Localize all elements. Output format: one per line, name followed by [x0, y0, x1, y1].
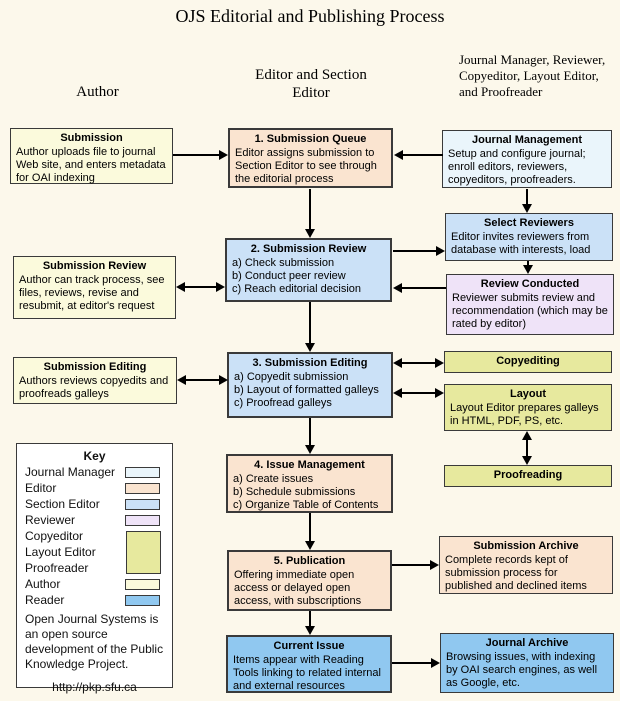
box-body-line: c) Organize Table of Contents: [233, 499, 379, 511]
box-body-line: b) Schedule submissions: [233, 486, 356, 498]
box-body: Author can track process, see files, reviews, revise and resubmit, at editor's request: [19, 274, 165, 312]
legend-swatch-reviewer: [125, 515, 160, 526]
arrowhead-left-icon: [177, 375, 186, 385]
box-submission-review-author: [13, 256, 176, 319]
box-body: Editor assigns submission to Section Editor to see through the editorial process: [235, 147, 377, 185]
box-title: Journal Archive: [485, 637, 569, 649]
box-body: Setup and configure journal; enroll editors, reviewers, copyeditors, proofreaders.: [448, 148, 586, 186]
box-title: 2. Submission Review: [250, 243, 367, 255]
box-title: Submission Archive: [473, 540, 579, 552]
arrow-issue-management-to-publication: [309, 513, 311, 541]
arrow-submission-review-to-select-reviewers: [393, 250, 436, 252]
arrowhead-left-icon: [393, 358, 402, 368]
box-body-line: c) Reach editorial decision: [232, 283, 362, 295]
arrowhead-right-icon: [436, 246, 445, 256]
arrowhead-down-icon: [523, 265, 533, 274]
arrow-submission-to-queue: [173, 154, 220, 156]
arrow-submission-editing-to-issue-management: [309, 418, 311, 445]
box-body-line: a) Create issues: [233, 473, 314, 485]
box-body: Complete records kept of submission process for published and declined items: [445, 554, 587, 592]
legend-label-copyeditor: Copyeditor: [25, 529, 84, 543]
box-title: Select Reviewers: [484, 217, 574, 229]
box-body: Reviewer submits review and recommendation (which may be rated by editor): [452, 292, 608, 330]
box-body: Author uploads file to journal Web site, and enters metadata for OAI indexing: [16, 146, 166, 184]
legend-label-author: Author: [25, 577, 61, 591]
arrow-current-issue-to-journal-archive: [392, 662, 431, 664]
box-select-reviewers: [445, 213, 613, 261]
legend-label-layout-editor: Layout Editor: [25, 545, 96, 559]
legend-swatch-section-editor: [125, 499, 160, 510]
box-title: Layout: [509, 388, 547, 400]
box-body: Browsing issues, with indexing by OAI search engines, as well as Google, etc.: [446, 651, 598, 689]
box-body: Layout Editor prepares galleys in HTML, PDF, PS, etc.: [450, 402, 599, 427]
box-submission-queue: [228, 128, 393, 188]
box-body-line: a) Copyedit submission: [234, 371, 349, 383]
arrowhead-down-icon: [305, 229, 315, 238]
arrowhead-down-icon: [522, 204, 532, 213]
box-title: Submission: [60, 132, 123, 144]
box-title: Journal Management: [471, 134, 583, 146]
arrowhead-right-icon: [216, 282, 225, 292]
arrow-review-conducted-to-submission-review: [402, 287, 446, 289]
box-title: Submission Editing: [43, 361, 147, 373]
box-body-line: c) Proofread galleys: [234, 397, 332, 409]
box-issue-management: [226, 454, 393, 513]
box-title: Submission Review: [42, 260, 147, 272]
box-title: Current Issue: [273, 640, 345, 652]
box-body-line: b) Conduct peer review: [232, 270, 346, 282]
legend-note: Open Journal Systems is an open source development of the Public Knowledge Project.: [25, 612, 164, 671]
legend-label-reader: Reader: [25, 593, 65, 607]
arrow-editing-layout-bidirectional: [402, 392, 435, 394]
box-title: 3. Submission Editing: [252, 357, 368, 369]
arrow-author-editing-bidirectional: [186, 379, 219, 381]
arrowhead-down-icon: [305, 541, 315, 550]
legend-swatch-journal-manager: [125, 467, 160, 478]
arrowhead-left-icon: [393, 283, 402, 293]
box-body: Offering immediate open access or delayed open access, with subscriptions: [234, 569, 362, 607]
legend-title: Key: [83, 449, 106, 463]
box-submission-archive: [439, 536, 613, 594]
diagram-title: OJS Editorial and Publishing Process: [175, 6, 445, 26]
arrowhead-right-icon: [430, 560, 439, 570]
arrowhead-right-icon: [435, 388, 444, 398]
arrowhead-right-icon: [219, 150, 228, 160]
pkp-url: http://pkp.sfu.ca: [52, 680, 137, 694]
box-journal-archive: [440, 633, 614, 693]
arrowhead-left-icon: [393, 388, 402, 398]
arrow-queue-to-submission-review: [309, 189, 311, 230]
legend-label-proofreader: Proofreader: [25, 561, 89, 575]
legend-swatch-reader: [125, 595, 160, 606]
legend-label-section-editor: Section Editor: [25, 497, 100, 511]
arrow-editing-copyediting-bidirectional: [402, 362, 435, 364]
arrowhead-down-icon: [305, 343, 315, 352]
legend-swatch-editor: [125, 483, 160, 494]
box-copyediting: [444, 351, 612, 373]
box-publication: [227, 550, 392, 611]
box-review-conducted: [446, 274, 614, 335]
legend-swatch-copyeditor-group: [126, 531, 161, 574]
arrowhead-down-icon: [522, 456, 532, 465]
arrow-publication-to-submission-archive: [392, 564, 430, 566]
arrow-layout-proofreading-bidirectional: [526, 440, 528, 456]
arrow-author-review-bidirectional: [185, 286, 216, 288]
box-submission-review: [225, 238, 392, 302]
arrowhead-left-icon: [176, 282, 185, 292]
box-body-line: b) Layout of formatted galleys: [234, 384, 379, 396]
arrowhead-down-icon: [305, 626, 315, 635]
arrowhead-up-icon: [522, 431, 532, 440]
legend-swatch-author: [125, 579, 160, 590]
arrowhead-right-icon: [219, 375, 228, 385]
column-header-editor-section-editor: Editor and Section Editor: [255, 67, 367, 101]
arrowhead-right-icon: [435, 358, 444, 368]
box-title: 1. Submission Queue: [254, 133, 367, 145]
column-header-journal-manager-roles: Journal Manager, Reviewer, Copyeditor, Layout Editor, and Proofreader: [459, 52, 606, 99]
arrowhead-left-icon: [394, 150, 403, 160]
arrowhead-down-icon: [305, 445, 315, 454]
legend-label-editor: Editor: [25, 481, 57, 495]
arrow-publication-to-current-issue: [309, 611, 311, 626]
box-title: 5. Publication: [273, 555, 346, 567]
legend-label-journal-manager: Journal Manager: [25, 465, 116, 479]
box-title: Copyediting: [496, 355, 560, 367]
box-title: Proofreading: [493, 469, 563, 481]
box-submission-editing-author: [13, 357, 177, 404]
legend-label-reviewer: Reviewer: [25, 513, 76, 527]
arrow-journal-management-to-queue: [403, 154, 443, 156]
box-submission-editing: [227, 352, 393, 418]
box-journal-management: [442, 130, 612, 188]
box-body: Items appear with Reading Tools linking to related internal and external resources: [233, 654, 381, 692]
legend-key-box: [16, 443, 173, 694]
box-title: 4. Issue Management: [254, 459, 365, 471]
box-body: Editor invites reviewers from database with interests, load: [451, 231, 591, 256]
box-proofreading: [444, 465, 612, 487]
arrowhead-right-icon: [431, 658, 440, 668]
box-layout: [444, 384, 612, 431]
box-body-line: a) Check submission: [232, 257, 335, 269]
box-current-issue: [226, 635, 392, 693]
arrow-journal-management-to-select-reviewers: [526, 189, 528, 205]
arrow-submission-review-to-submission-editing: [309, 302, 311, 343]
column-header-author: Author: [76, 84, 119, 100]
box-title: Review Conducted: [480, 278, 580, 290]
box-body: Authors reviews copyedits and proofreads galleys: [19, 375, 169, 400]
box-submission: [10, 128, 173, 184]
